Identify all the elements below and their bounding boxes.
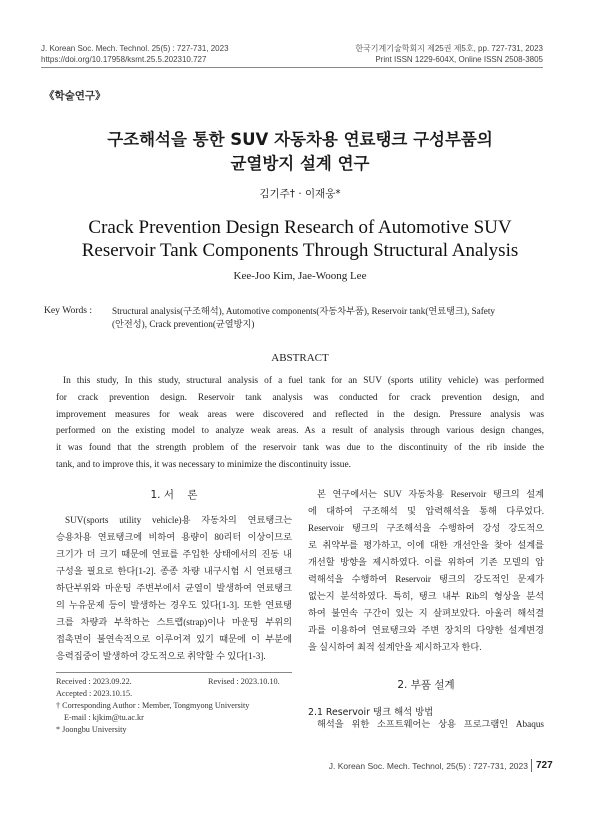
- author-email[interactable]: E-mail : kjkim@tu.ac.kr: [64, 713, 144, 722]
- paragraph-line: Reservoir 탱크의 구조해석을 수행하여 강성 강도적으: [308, 523, 544, 533]
- doi-link[interactable]: https://doi.org/10.17958/ksmt.25.5.202310.727: [41, 55, 207, 64]
- paragraph-line: 크를 차량과 부착하는 스트랩(strap)이나 마운팅 부위의: [56, 617, 292, 627]
- footnote-rule: [56, 672, 292, 673]
- abstract-body: [56, 373, 544, 474]
- section-2-heading: 2. 부품 설계: [397, 679, 455, 691]
- keywords-line1: Structural analysis(구조해석), Automotive components(자동차부품), Reservoir tank(연료탱크), Safety: [112, 306, 496, 316]
- title-english-line2: Reservoir Tank Components Through Structural Analysis: [81, 240, 519, 261]
- article-category: 《학술연구》: [44, 90, 106, 102]
- authors-english: Kee-Joo Kim, Jae-Woong Lee: [233, 270, 367, 282]
- paragraph-line: 크기가 더 크기 때문에 연료를 주입한 상태에서의 진동 내: [56, 549, 292, 559]
- issn-header: Print ISSN 1229-604X, Online ISSN 2508-3805: [375, 55, 543, 64]
- keywords-line2: (안전성), Crack prevention(균열방지): [112, 318, 255, 329]
- abstract-heading: ABSTRACT: [271, 352, 329, 364]
- footer-citation: J. Korean Soc. Mech. Technol, 25(5) : 727-731, 2023: [328, 761, 528, 771]
- subsection-2-1-heading: 2.1 Reservoir 탱크 해석 방법: [308, 707, 434, 718]
- journal-citation-header: J. Korean Soc. Mech. Technol. 25(5) : 727-731, 2023: [41, 44, 229, 53]
- right-column-continued: [308, 716, 544, 733]
- paragraph-line: 의 누유문제 등이 발생하는 경우도 있다[1-3]. 또한 연료탱: [56, 600, 292, 610]
- left-column-body: [56, 512, 292, 665]
- abstract-line: for crack prevention design. Reservoir tank analysis was conducted for crack prevention design, and: [56, 392, 544, 403]
- right-column-body: [308, 486, 544, 656]
- section-1-heading: 1. 서 론: [150, 489, 198, 501]
- paragraph-line: 승용차용 연료탱크에 비하여 용량이 80리터 이상이므로: [56, 532, 292, 542]
- abstract-line: improvement measures for weak areas were discovered and reflected in the design. Pressure analysis was: [56, 409, 544, 420]
- paragraph-line: 접촉면이 불연속적으로 이루어져 있기 때문에 이 부분에: [56, 634, 292, 644]
- abstract-line: it was found that the strength problem of the reservoir tank was due to the discontinuity of the rib inside the: [56, 443, 544, 454]
- paragraph-line: 로 취약부를 평가하고, 이에 대한 개선안을 찾아 설계를: [308, 540, 544, 550]
- accepted-date: Accepted : 2023.10.15.: [56, 689, 133, 698]
- paragraph-line: 본 연구에서는 SUV 자동차용 Reservoir 탱크의 설계: [317, 489, 544, 499]
- title-korean-line2: 균열방지 설계 연구: [230, 154, 370, 173]
- abstract-line: In this study, In this study, structural analysis of a fuel tank for an SUV (sports utility vehicle) was performed: [63, 376, 544, 386]
- footer-divider: [531, 759, 532, 772]
- paragraph-line: 없는지 분석하였다. 특히, 탱크 내부 Rib의 형상을 분석: [308, 591, 544, 601]
- paragraph-line: 해석을 위한 소프트웨어는 상용 프로그램인 Abaqus: [317, 719, 544, 729]
- title-korean-line1: 구조해석을 통한 SUV 자동차용 연료탱크 구성부품의: [107, 130, 493, 149]
- paragraph-line: 개선할 방향을 제시하였다. 이를 위하여 기존 모델의 압: [308, 557, 544, 567]
- authors-korean: 김기주† · 이재웅*: [259, 188, 341, 200]
- paragraph-line: SUV(sports utility vehicle)용 자동차의 연료탱크는: [65, 515, 292, 525]
- paragraph-line: 과를 이용하여 연료탱크와 주변 장치의 다양한 설계변경: [308, 625, 544, 635]
- paragraph-line: 구성을 필요로 한다[1-2]. 종종 차량 내구시험 시 연료탱크: [56, 566, 292, 576]
- page-number: 727: [536, 760, 553, 771]
- corresponding-author: † Corresponding Author : Member, Tongmyong University: [56, 701, 250, 710]
- keywords-block: [112, 305, 548, 330]
- paragraph-line: 하여 불연속 구간이 있는 지 살펴보았다. 아울러 해석결: [308, 608, 544, 618]
- paragraph-line: 을 실시하여 최적 설계안을 제시하고자 한다.: [308, 642, 482, 652]
- revised-date: Revised : 2023.10.10.: [208, 677, 280, 686]
- received-date: Received : 2023.09.22.: [56, 677, 132, 686]
- abstract-line: tank, and to improve this, it was necessary to minimize the discontinuity issue.: [56, 459, 352, 470]
- title-english-line1: Crack Prevention Design Research of Automotive SUV: [88, 217, 512, 238]
- paragraph-line: 응력집중이 발생하여 강도적으로 취약할 수 있다[1-3].: [56, 651, 266, 661]
- keywords-label: Key Words :: [44, 305, 93, 316]
- header-rule: [41, 67, 543, 68]
- paragraph-line: 력해석을 수행하여 Reservoir 탱크의 강도적인 문제가: [308, 574, 544, 584]
- paragraph-line: 에 대하여 구조해석 및 압력해석을 통해 다루었다.: [308, 506, 544, 516]
- second-affiliation: * Joongbu University: [56, 725, 127, 734]
- journal-ko-header: 한국기계기술학회지 제25권 제5호, pp. 727-731, 2023: [355, 44, 543, 53]
- paragraph-line: 하단부위와 마운팅 주변부에서 균열이 발생하여 연료탱크: [56, 583, 292, 593]
- abstract-line: performed on the existing model to analyze weak areas. As a result of analysis through various design changes,: [56, 426, 544, 437]
